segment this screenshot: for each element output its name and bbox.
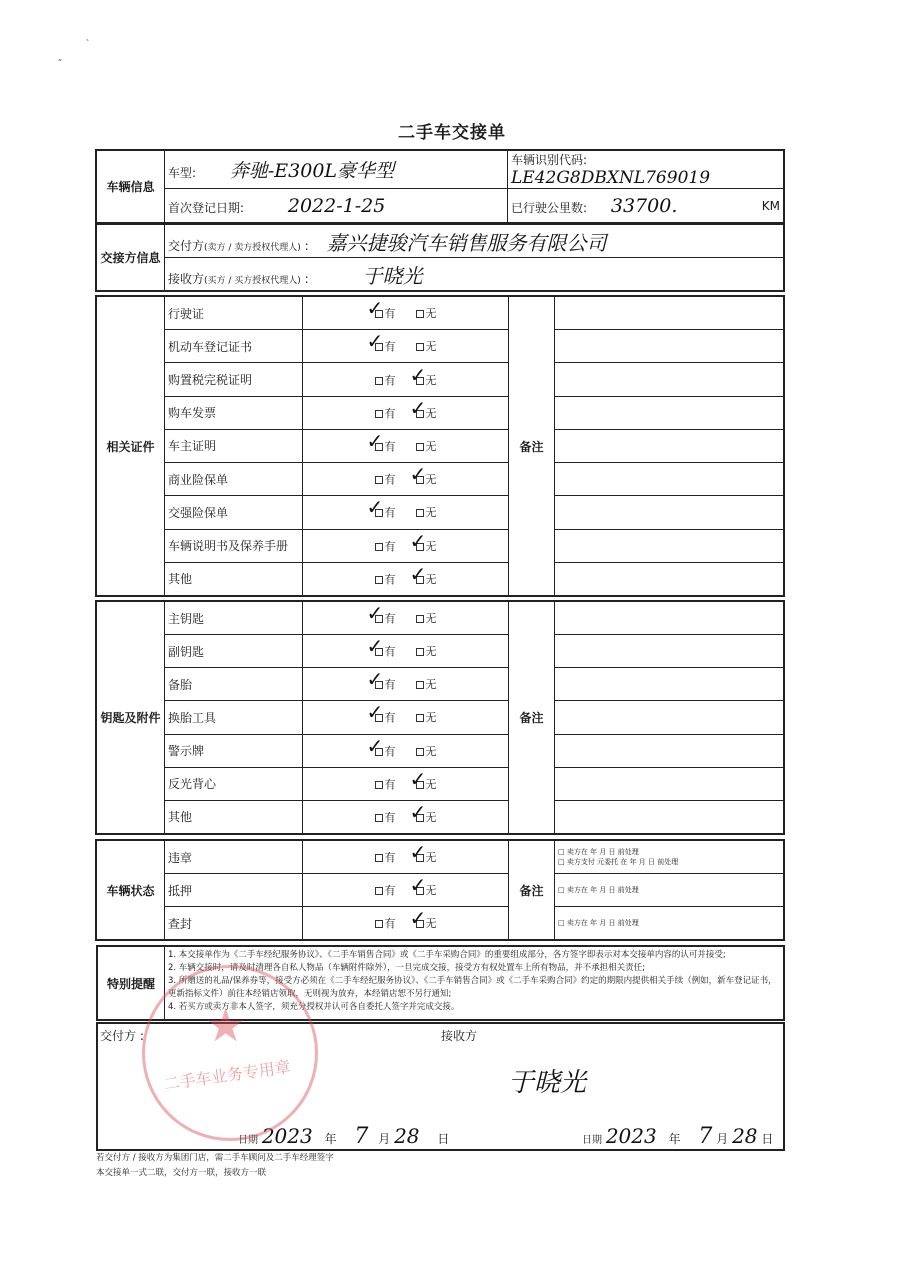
checkbox-label: 有	[384, 884, 396, 897]
stamp-star-icon: ★	[205, 998, 247, 1052]
scan-mark: “	[58, 58, 63, 67]
checkbox-box-icon	[416, 748, 424, 756]
checkbox-yes[interactable]	[366, 428, 396, 454]
remark-field[interactable]	[555, 668, 784, 701]
checkbox-yes[interactable]	[366, 733, 396, 759]
remark-option[interactable]: □ 卖方在 年 月 日 前处理	[558, 886, 639, 894]
yes-no-options	[303, 363, 509, 396]
right-month-label: 月	[716, 1132, 729, 1146]
checkbox-label: 有	[384, 678, 396, 692]
checkbox-label: 无	[425, 373, 437, 387]
checkbox-label: 无	[425, 539, 437, 553]
checkbox-label: 有	[384, 810, 396, 824]
checkbox-no[interactable]	[409, 873, 437, 898]
yes-no-options	[303, 841, 509, 874]
table-row	[97, 841, 784, 874]
yes-no-options	[303, 529, 509, 562]
checkbox-label: 有	[384, 506, 396, 520]
checkbox-label: 有	[384, 539, 396, 553]
checkbox-box-icon	[416, 343, 424, 351]
checkbox-no[interactable]	[409, 906, 437, 931]
notice-line-3: 3. 所赠送的礼品/保养券等，接受方必须在《二手车经纪服务协议》、《二手车销售合同》或《二手车采购合同》约定的期限内提供相关手续（例如，新车登记证书，更新指标文件）前往本经销店领取，无则视为放弃，本经销店恕不另行通知;	[168, 976, 777, 999]
table-row	[97, 396, 784, 429]
deliverer-label: 交付方	[168, 238, 205, 253]
remark-field[interactable]	[555, 767, 784, 800]
checkbox-label: 有	[384, 711, 396, 725]
checkbox-box-icon	[375, 377, 383, 385]
remark-field[interactable]	[555, 635, 784, 668]
checkbox-no[interactable]	[409, 766, 437, 792]
checkbox-yes[interactable]	[366, 634, 396, 659]
checkbox-label: 无	[425, 406, 437, 420]
checkbox-no[interactable]	[409, 799, 437, 825]
vin-cell	[508, 151, 784, 189]
checkmark-icon: ✓	[409, 362, 427, 387]
checkbox-yes[interactable]	[366, 296, 396, 321]
deliverer-value: 嘉兴捷骏汽车销售服务有限公司	[326, 230, 607, 255]
checkbox-box-icon	[416, 310, 424, 318]
checkbox-label: 无	[425, 678, 437, 692]
table-row	[97, 635, 784, 668]
checkbox-box-icon	[416, 714, 424, 722]
left-day: 28	[394, 1124, 420, 1148]
left-date-label: 日期	[238, 1135, 258, 1146]
checkmark-icon: ✓	[409, 873, 427, 897]
table-row	[97, 363, 784, 396]
remark-option[interactable]: □ 卖方在 年 月 日 前处理	[558, 848, 639, 856]
remark-field[interactable]	[555, 602, 784, 635]
notice-line-2: 2. 车辆交接时，请及时清理各自私人物品（车辆附件除外），一旦完成交接，接受方有权处置车上所有物品，并不承担相关责任;	[168, 963, 645, 973]
checkbox-no[interactable]	[409, 362, 437, 388]
checkbox-no[interactable]	[409, 528, 437, 554]
remark-field[interactable]	[555, 330, 784, 363]
yes-no-options	[303, 297, 509, 330]
item-name: 副钥匙	[165, 635, 303, 668]
checkbox-no[interactable]	[416, 643, 437, 659]
item-name: 购置税完税证明	[165, 363, 303, 396]
reg-date-value: 2022-1-25	[287, 194, 386, 217]
reg-date-cell	[165, 189, 508, 223]
checkbox-box-icon	[375, 887, 383, 895]
checkbox-label: 有	[384, 307, 396, 321]
remark-field[interactable]	[555, 396, 784, 429]
checkbox-box-icon	[416, 681, 424, 689]
checkmark-icon: ✓	[366, 495, 384, 520]
checkbox-no[interactable]	[409, 840, 437, 865]
mileage-value: 33700.	[610, 194, 678, 217]
table-row	[97, 529, 784, 562]
checkbox-label: 有	[384, 572, 396, 586]
right-day-label: 日	[761, 1132, 774, 1146]
checkbox-label: 有	[384, 645, 396, 659]
receiver-cell: 接收方(买方 / 买方授权代理人) : 于晓光	[165, 258, 784, 291]
checkbox-no[interactable]	[416, 676, 437, 692]
checkbox-label: 无	[425, 340, 437, 354]
remark-field[interactable]	[555, 734, 784, 767]
checkmark-icon: ✓	[409, 766, 427, 791]
checkbox-box-icon	[416, 509, 424, 517]
remark-field[interactable]	[555, 463, 784, 496]
right-date-label: 日期	[582, 1135, 602, 1146]
checkbox-box-icon	[375, 576, 383, 584]
remark-field[interactable]	[555, 363, 784, 396]
yes-no-options	[303, 701, 509, 734]
remarks-label: 备注	[509, 602, 555, 834]
checkmark-icon: ✓	[366, 634, 384, 659]
reg-date-label: 首次登记日期:	[168, 200, 245, 215]
remark-field[interactable]	[555, 841, 784, 874]
item-name: 其他	[165, 800, 303, 833]
checkbox-yes[interactable]	[375, 809, 396, 825]
checkbox-no[interactable]	[416, 438, 437, 454]
remark-field[interactable]	[555, 701, 784, 734]
checkbox-box-icon	[416, 443, 424, 451]
item-name: 行驶证	[165, 297, 303, 330]
checkbox-yes[interactable]	[375, 405, 396, 421]
table-row	[97, 463, 784, 496]
remarks-label: 备注	[509, 841, 555, 940]
checkbox-label: 有	[384, 612, 396, 626]
receiver-note: (买方 / 买方授权代理人)	[204, 275, 301, 286]
receiver-signature: 于晓光	[508, 1068, 587, 1098]
mileage-cell	[508, 189, 784, 223]
checkmark-icon: ✓	[409, 528, 427, 553]
item-name: 车辆说明书及保养手册	[165, 529, 303, 562]
checkbox-label: 无	[425, 612, 437, 626]
remark-option[interactable]: □ 卖方支付 元委托 在 年 月 日 前处理	[558, 858, 679, 866]
checkbox-box-icon	[375, 476, 383, 484]
vehicle-section-label: 车辆信息	[97, 151, 165, 223]
section-label: 车辆状态	[97, 841, 165, 940]
checkbox-no[interactable]	[416, 305, 437, 321]
notice-line-4: 4. 若买方或卖方非本人签字，须充分授权并认可各自委托人签字并完成交接。	[168, 1002, 460, 1012]
parties-section-label: 交接方信息	[97, 225, 165, 291]
table-row	[97, 874, 784, 907]
checkbox-no[interactable]	[409, 395, 437, 421]
left-month: 7	[354, 1124, 369, 1149]
checkbox-yes[interactable]	[375, 776, 396, 792]
yes-no-options	[303, 734, 509, 767]
right-date	[582, 1124, 782, 1149]
checkbox-no[interactable]	[409, 561, 437, 587]
yes-no-options	[303, 562, 509, 595]
remark-field[interactable]	[555, 907, 784, 940]
checkbox-label: 有	[384, 373, 396, 387]
footer-line-1: 若交付方 / 接收方为集团门店，需二手车顾问及二手车经理签字	[96, 1153, 334, 1163]
checkbox-no[interactable]	[409, 462, 437, 487]
yes-no-options	[303, 429, 509, 462]
item-name: 警示牌	[165, 734, 303, 767]
table-row	[97, 562, 784, 595]
table-row	[97, 496, 784, 529]
checkbox-yes[interactable]	[375, 372, 396, 388]
yes-no-options	[303, 767, 509, 800]
checkmark-icon: ✓	[409, 840, 427, 864]
table-row	[97, 767, 784, 800]
checkbox-yes[interactable]	[366, 700, 396, 725]
status-section	[96, 840, 784, 940]
documents-section	[96, 296, 784, 596]
vehicle-info-section	[96, 150, 784, 223]
checkbox-no[interactable]	[416, 709, 437, 725]
checkmark-icon: ✓	[409, 395, 427, 420]
item-name: 商业险保单	[165, 463, 303, 496]
right-day: 28	[732, 1124, 758, 1148]
checkbox-box-icon	[416, 615, 424, 623]
checkbox-no[interactable]	[416, 743, 437, 759]
checkbox-label: 无	[425, 572, 437, 586]
left-year: 2023	[261, 1124, 313, 1148]
checkmark-icon: ✓	[409, 799, 427, 824]
yes-no-options	[303, 668, 509, 701]
checkbox-label: 有	[384, 917, 396, 930]
checkbox-label: 无	[425, 810, 437, 824]
table-row	[97, 734, 784, 767]
remark-field[interactable]	[555, 800, 784, 833]
receiver-label: 接收方	[168, 271, 205, 286]
deliverer-note: (卖方 / 卖方授权代理人)	[204, 242, 301, 253]
checkmark-icon: ✓	[366, 601, 384, 626]
checkbox-label: 无	[425, 473, 437, 487]
deliverer-cell: 交付方(卖方 / 卖方授权代理人) : 嘉兴捷骏汽车销售服务有限公司	[165, 225, 784, 258]
checkbox-yes[interactable]	[366, 495, 396, 520]
left-day-label: 日	[437, 1132, 450, 1146]
checkbox-yes[interactable]	[375, 538, 396, 554]
footer-line-2: 本交接单一式二联，交付方一联，接收方一联	[96, 1168, 267, 1178]
receiver-value: 于晓光	[362, 263, 423, 288]
table-row	[97, 668, 784, 701]
item-name: 反光背心	[165, 767, 303, 800]
mileage-label: 已行驶公里数:	[511, 200, 588, 215]
table-row	[97, 330, 784, 363]
yes-no-options	[303, 463, 509, 496]
receiver-sign-label: 接收方	[441, 1029, 478, 1043]
item-name: 备胎	[165, 668, 303, 701]
keys-section	[96, 601, 784, 834]
vin-value: LE42G8DBXNL769019	[511, 168, 711, 188]
right-month: 7	[698, 1124, 713, 1149]
model-label: 车型:	[168, 166, 197, 180]
checkbox-label: 无	[425, 307, 437, 321]
yes-no-options	[303, 330, 509, 363]
table-row	[97, 429, 784, 462]
remark-field[interactable]	[555, 562, 784, 595]
checkbox-no[interactable]	[416, 504, 437, 520]
checkmark-icon: ✓	[366, 296, 384, 321]
checkmark-icon: ✓	[366, 733, 384, 758]
page-title: 二手车交接单	[398, 123, 506, 143]
checkbox-box-icon	[375, 814, 383, 822]
checkbox-no[interactable]	[416, 610, 437, 626]
checkmark-icon: ✓	[366, 329, 384, 354]
right-year: 2023	[605, 1124, 657, 1148]
checkbox-box-icon	[375, 543, 383, 551]
right-year-label: 年	[668, 1132, 681, 1146]
mileage-unit: KM	[761, 198, 780, 213]
checkbox-label: 有	[384, 340, 396, 354]
remark-field[interactable]	[555, 874, 784, 907]
yes-no-options	[303, 496, 509, 529]
checkbox-yes[interactable]	[375, 571, 396, 587]
yes-no-options	[303, 635, 509, 668]
checkbox-label: 有	[384, 777, 396, 791]
deliverer-sign-label: 交付方 :	[100, 1029, 144, 1043]
yes-no-options	[303, 602, 509, 635]
checkbox-yes[interactable]	[366, 601, 396, 626]
yes-no-options	[303, 874, 509, 907]
model-cell	[165, 151, 508, 189]
checkmark-icon: ✓	[366, 700, 384, 725]
checkmark-icon: ✓	[366, 428, 384, 453]
item-name: 主钥匙	[165, 602, 303, 635]
checkmark-icon: ✓	[409, 462, 427, 487]
item-name: 车主证明	[165, 429, 303, 462]
stamp-text: 二手车业务专用章	[162, 1057, 292, 1094]
yes-no-options	[303, 907, 509, 940]
table-row	[97, 602, 784, 635]
remark-field[interactable]	[555, 496, 784, 529]
checkmark-icon: ✓	[409, 561, 427, 586]
checkbox-box-icon	[375, 410, 383, 418]
table-row	[97, 907, 784, 940]
checkbox-no[interactable]	[416, 338, 437, 354]
checkbox-label: 无	[425, 917, 437, 930]
scan-mark: 、	[86, 33, 94, 42]
left-month-label: 月	[378, 1132, 391, 1146]
checkbox-yes[interactable]	[375, 915, 396, 931]
checkbox-label: 有	[384, 851, 396, 864]
item-name: 其他	[165, 562, 303, 595]
checkbox-yes[interactable]	[375, 471, 396, 487]
checkbox-yes[interactable]	[366, 667, 396, 692]
item-name: 查封	[165, 907, 303, 940]
section-label: 钥匙及附件	[97, 602, 165, 834]
checkbox-label: 无	[425, 884, 437, 897]
checkbox-label: 有	[384, 744, 396, 758]
left-year-label: 年	[324, 1132, 337, 1146]
model-value: 奔驰-E300L豪华型	[229, 160, 395, 182]
remark-field[interactable]	[555, 529, 784, 562]
checkbox-label: 无	[425, 645, 437, 659]
remark-option[interactable]: □ 卖方在 年 月 日 前处理	[558, 919, 639, 927]
remark-field[interactable]	[555, 429, 784, 462]
checkbox-box-icon	[375, 920, 383, 928]
checkbox-yes[interactable]	[375, 849, 396, 865]
table-row	[97, 800, 784, 833]
checkbox-yes[interactable]	[375, 882, 396, 898]
notice-label: 特别提醒	[98, 947, 165, 1019]
checkbox-box-icon	[416, 648, 424, 656]
checkbox-label: 有	[384, 406, 396, 420]
checkmark-icon: ✓	[409, 906, 427, 930]
checkbox-label: 有	[384, 473, 396, 487]
checkbox-box-icon	[375, 854, 383, 862]
notice-line-1: 1. 本交接单作为《二手车经纪服务协议》、《二手车销售合同》或《二手车采购合同》的重要组成部分，各方签字即表示对本交接单内容的认可并接受;	[168, 950, 726, 960]
checkmark-icon: ✓	[366, 667, 384, 692]
table-row	[97, 701, 784, 734]
item-name: 抵押	[165, 874, 303, 907]
yes-no-options	[303, 396, 509, 429]
item-name: 交强险保单	[165, 496, 303, 529]
remarks-label: 备注	[509, 297, 555, 596]
item-name: 机动车登记证书	[165, 330, 303, 363]
checkbox-box-icon	[375, 781, 383, 789]
item-name: 购车发票	[165, 396, 303, 429]
company-stamp	[142, 965, 318, 1141]
checkbox-label: 无	[425, 439, 437, 453]
table-row	[97, 297, 784, 330]
checkbox-label: 无	[425, 851, 437, 864]
checkbox-label: 无	[425, 506, 437, 520]
checkbox-label: 有	[384, 439, 396, 453]
remark-field[interactable]	[555, 297, 784, 330]
parties-section	[96, 224, 784, 291]
checkbox-label: 无	[425, 711, 437, 725]
yes-no-options	[303, 800, 509, 833]
checkbox-yes[interactable]	[366, 329, 396, 354]
checkbox-label: 无	[425, 777, 437, 791]
checkbox-label: 无	[425, 744, 437, 758]
item-name: 换胎工具	[165, 701, 303, 734]
section-label: 相关证件	[97, 297, 165, 596]
item-name: 违章	[165, 841, 303, 874]
vin-label: 车辆识别代码:	[511, 153, 588, 167]
